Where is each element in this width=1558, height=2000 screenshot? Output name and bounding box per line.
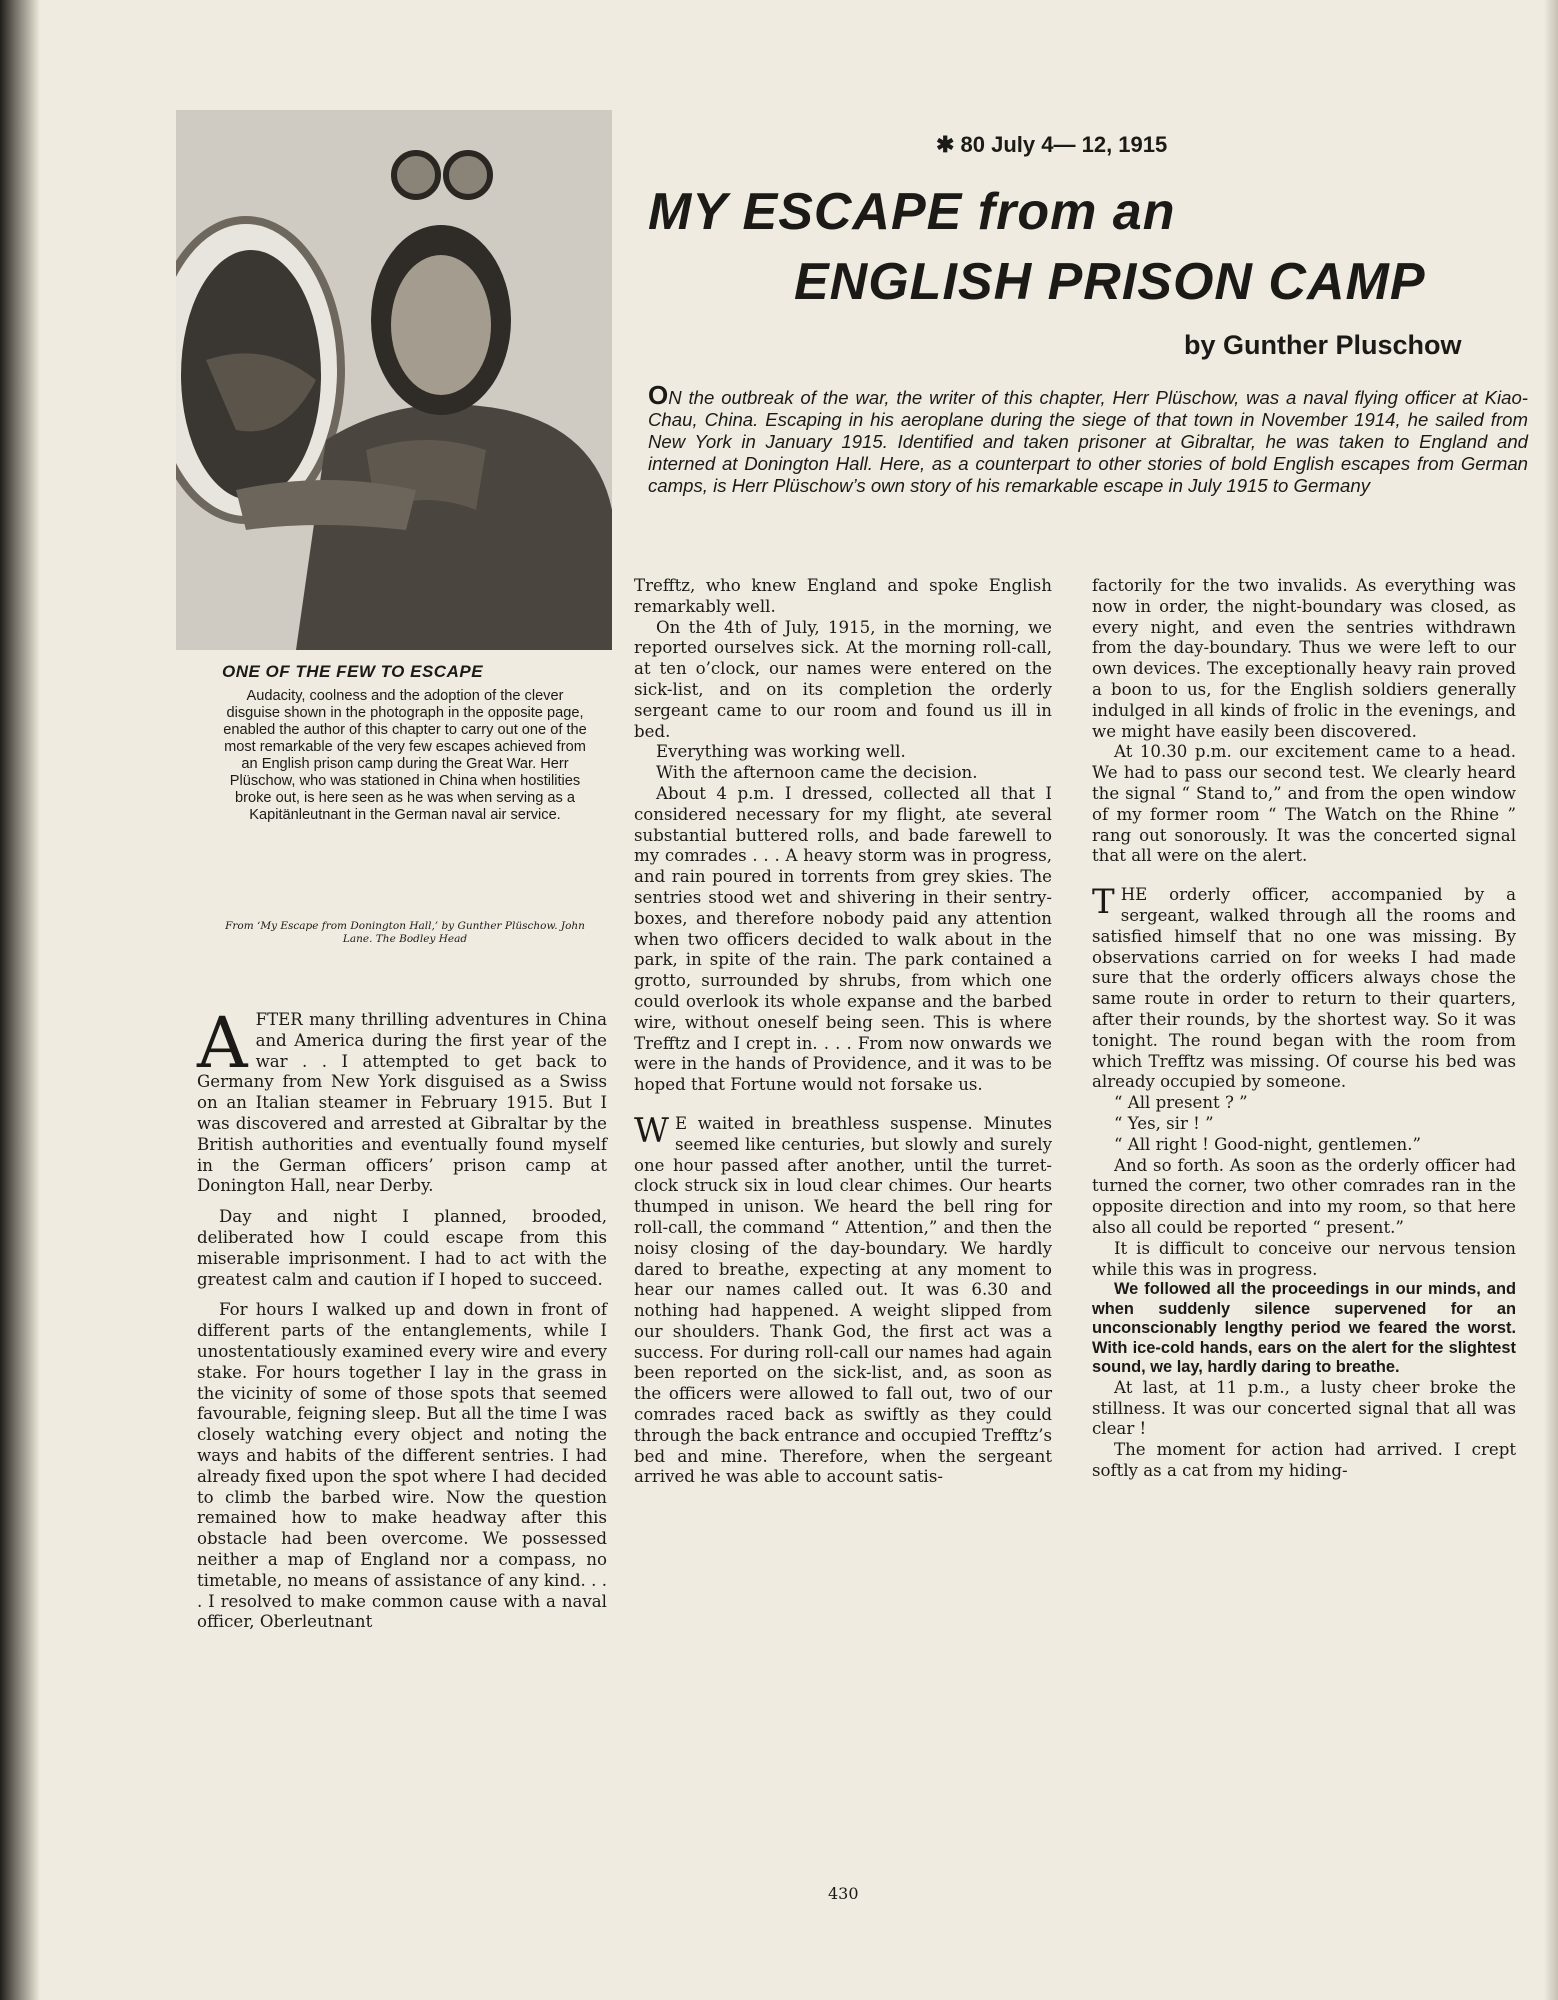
pull-quote: We followed all the proceedings in our minds, and when suddenly silence supervened for an unconscionably lengthy period we feared the worst. With ice-cold hands, ears on the alert for the slightest sound, we lay, hardly daring to breathe. bbox=[1092, 1280, 1516, 1377]
paragraph bbox=[197, 1002, 607, 1197]
paragraph: Day and night I planned, brooded, deliberated how I could escape from this miserable imprisonment. I had to act with the greatest calm and caution if I hoped to succeed. bbox=[197, 1207, 607, 1289]
caption-body: Audacity, coolness and the adoption of the clever disguise shown in the photograph in the opposite page, enabled the author of this chapter to carry out one of the most remarkable of the very few escapes achieved from an English prison camp during the Great War. Herr Plüschow, who was stationed in China when hostilities broke out, is here seen as he was when serving as a Kapitänleutnant in the German naval air service. bbox=[223, 688, 587, 823]
byline: by Gunther Pluschow bbox=[1184, 330, 1462, 360]
title-line-1: MY ESCAPE from an bbox=[648, 183, 1176, 241]
intro-drop-letter: O bbox=[648, 380, 669, 410]
caption-source: From ‘My Escape from Donington Hall,’ by Gunther Plüschow. John Lane. The Bodley Head bbox=[225, 920, 585, 945]
page-number: 430 bbox=[828, 1884, 859, 1903]
paragraph: About 4 p.m. I dressed, collected all that I considered necessary for my flight, ate several substantial buttered rolls, and bade farewell to my comrades . . . A heavy storm was in progress, and rain poured in torrents from grey skies. The sentries stood wet and shivering in their sentry-boxes, and therefore nobody paid any attention when two officers decided to walk about in the park, in spite of the rain. The park contained a grotto, surrounded by shrubs, from which one could overlook its whole expanse and the barbed wire, without oneself being seen. This is where Trefftz and I crept in. . . . From now onwards we were in the hands of Providence, and it was to be hoped that Fortune would not forsake us. bbox=[634, 783, 1052, 1095]
intro-text: N the outbreak of the war, the writer of this chapter, Herr Plüschow, was a naval flying officer at Kiao-Chau, China. Escaping in his aeroplane during the siege of that town in November 1914, he sailed from New York in January 1915. Identified and taken prisoner at Gibraltar, he was taken to England and interned at Donington Hall. Here, as a counterpart to other stories of bold English escapes from German camps, is Herr Plüschow’s own story of his remarkable escape in July 1915 to Germany bbox=[648, 387, 1528, 496]
paragraph: It is difficult to conceive our nervous tension while this was in progress. bbox=[1092, 1238, 1516, 1279]
column-2 bbox=[634, 576, 1052, 1488]
aviator-photo bbox=[176, 110, 612, 650]
book-spine-shadow bbox=[0, 0, 40, 2000]
dialogue-line: “ All present ? ” bbox=[1114, 1093, 1248, 1113]
paragraph: factorily for the two invalids. As everything was now in order, the night-boundary was closed, as every night, and even the sentries withdrawn from the day-boundary. Thus we were left to our own devices. The exceptionally heavy rain proved a boon to us, for the English soldiers generally indulged in all kinds of frolic in the evenings, and we might have easily been discovered. bbox=[1092, 576, 1516, 741]
drop-cap: T bbox=[1092, 882, 1115, 923]
title-line-2: ENGLISH PRISON CAMP bbox=[794, 253, 1426, 311]
chapter-date: ✱ 80 July 4— 12, 1915 bbox=[936, 132, 1168, 157]
paragraph: Everything was working well. bbox=[656, 742, 906, 762]
paragraph-text: many thrilling adventures in China and America during the first year of the war . . I attempted to get back to Germany from New York disguised as a Swiss on an Italian steamer in February 1915. But I was discovered and arrested at Gibraltar by the British authorities and eventually found myself in the German officers’ prison camp at Donington Hall, near Derby. bbox=[197, 1010, 607, 1196]
lead-word: FTER bbox=[255, 1010, 303, 1029]
paragraph: For hours I walked up and down in front of different parts of the entanglements, while I unostentatiously examined every wire and every stake. For hours together I lay in the grass in the vicinity of some of those spots that seemed favourable, feigning sleep. But all the time I was closely watching every object and noting the ways and habits of the different sentries. I had already fixed upon the spot where I had decided to climb the barbed wire. Now the question remained how to make headway after this obstacle had been overcome. We possessed neither a map of England nor a compass, no timetable, no means of assistance of any kind. . . . I resolved to make common cause with a naval officer, Oberleutnant bbox=[197, 1300, 607, 1632]
dialogue-line: “ All right ! Good-night, gentlemen.” bbox=[1114, 1134, 1421, 1154]
paragraph: The moment for action had arrived. I crept softly as a cat from my hiding- bbox=[1092, 1440, 1516, 1480]
paragraph: With the afternoon came the decision. bbox=[656, 763, 978, 783]
page-edge-shadow bbox=[1544, 0, 1558, 2000]
paragraph: On the 4th of July, 1915, in the morning, we reported ourselves sick. At the morning roll-call, at ten o’clock, our names were entered on the sick-list, and on its completion the orderly sergeant came to our room and found us ill in bed. bbox=[634, 617, 1052, 741]
paragraph bbox=[634, 1110, 1052, 1488]
paragraph: Trefftz, who knew England and spoke English remarkably well. bbox=[634, 576, 1052, 616]
drop-cap: W bbox=[634, 1110, 669, 1151]
photo-caption bbox=[222, 662, 588, 824]
caption-title: ONE OF THE FEW TO ESCAPE bbox=[222, 662, 484, 681]
paragraph: At 10.30 p.m. our excitement came to a head. We had to pass our second test. We clearly heard the signal “ Stand to,” and from the open window of my former room “ The Watch on the Rhine ” rang out sonorously. It was the concerted signal that all were on the alert. bbox=[1092, 742, 1516, 866]
paragraph-text: orderly officer, accompanied by a sergeant, walked through all the rooms and satisfied himself that no one was missing. By observations carried on for weeks I had made sure that the orderly officers always chose the same route in order to return to their quarters, after their rounds, by the shortest way. So it was tonight. The round began with the room from which Trefftz was missing. Of course his bed was already occupied by someone. bbox=[1092, 885, 1516, 1092]
paragraph bbox=[1092, 882, 1516, 1093]
lead-word: E bbox=[674, 1113, 688, 1133]
paragraph: At last, at 11 p.m., a lusty cheer broke the stillness. It was our concerted signal that all was clear ! bbox=[1092, 1377, 1516, 1439]
column-3 bbox=[1092, 576, 1516, 1482]
column-1 bbox=[197, 1002, 607, 1633]
lead-word: HE bbox=[1120, 885, 1148, 905]
drop-cap: A bbox=[197, 1002, 248, 1084]
dialogue-line: “ Yes, sir ! ” bbox=[1114, 1113, 1214, 1133]
paragraph: And so forth. As soon as the orderly officer had turned the corner, two other comrades ran in the opposite direction and into my room, so that here also all could be reported “ present.” bbox=[1092, 1155, 1516, 1237]
paragraph-text: waited in breathless suspense. Minutes seemed like centuries, but slowly and surely one hour passed after another, until the turret-clock struck six in loud clear chimes. Our hearts thumped in unison. We heard the bell ring for roll-call, the command “ Attention,” and then the noisy closing of the day-boundary. We hardly dared to breathe, expecting at any moment to hear our names called out. It was 6.30 and nothing had happened. A weight slipped from our shoulders. Thank God, the first act was a success. For during roll-call our names had again been reported on the sick-list, and, as soon as the officers were allowed to fall out, two of our comrades raced back as swiftly as they could through the back entrance and occupied Trefftz’s bed and mine. Therefore, when the sergeant arrived he was able to account satis- bbox=[634, 1113, 1052, 1487]
intro-paragraph bbox=[648, 380, 1528, 497]
